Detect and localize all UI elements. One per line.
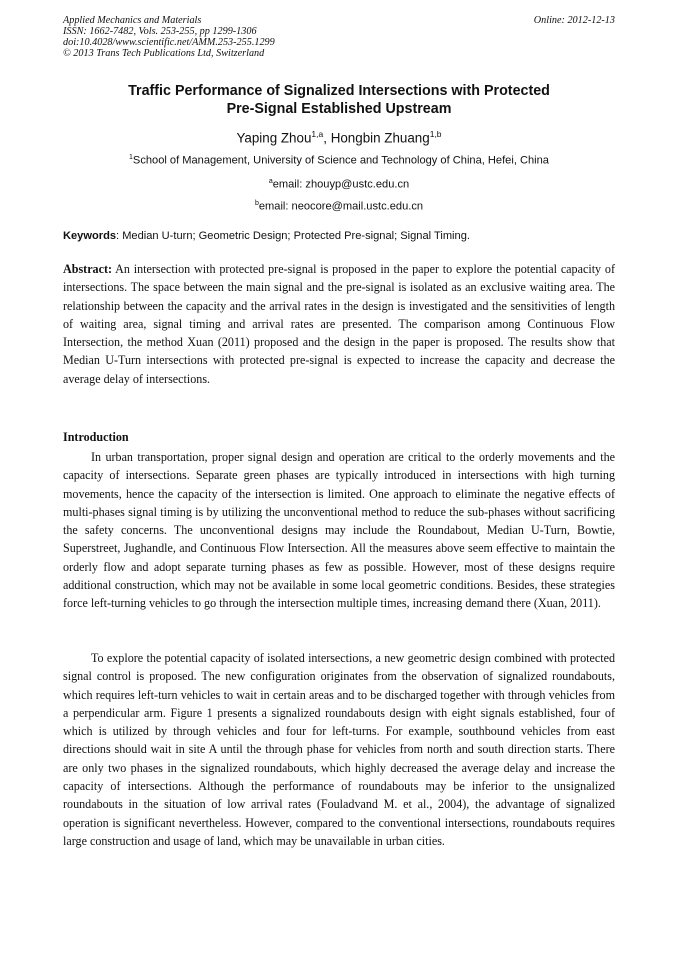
copyright-line: © 2013 Trans Tech Publications Ltd, Switzerland <box>63 48 265 59</box>
intro-paragraph-2: To explore the potential capacity of isolated intersections, a new geometric design combined with protected signal control is proposed. The new configuration originates from the observation of signalized roundabouts, which requires left-turn vehicles to wait in certain areas and to be discharged together with through vehicles from a perpendicular arm. Figure 1 presents a signalized roundabouts design with eight signals established, four of which is utilized by through vehicles and four for left-turns. For example, southbound vehicles from east directions should wait in site A until the through phase for vehicles from north and south direction starts. There are only two phases in the signalized roundabouts, which highly decreased the average delay and increase the capacity of intersections. Although the performance of roundabouts may be inferior to the unsignalized roundabouts in the situation of low arrival rates (Fouladvand M. et al., 2004), the advantage of signalized operation is significant nevertheless. However, compared to the conventional intersections, roundabouts requires large construction and usage of land, which may be unavailable in urban cities. <box>63 651 615 848</box>
journal-header <box>63 15 615 59</box>
doi-line: doi:10.4028/www.scientific.net/AMM.253-255.1299 <box>63 37 275 48</box>
email-a-sup: a <box>268 178 273 185</box>
introduction-heading: Introduction <box>63 430 129 444</box>
author-1: Yaping Zhou <box>236 130 312 146</box>
email-a-text: email: zhouyp@ustc.edu.cn <box>272 178 410 191</box>
keywords <box>63 229 615 243</box>
author-1-sup: 1,a <box>311 129 324 139</box>
online-date: Online: 2012-12-13 <box>533 15 615 26</box>
keywords-text: : Median U-turn; Geometric Design; Protected Pre-signal; Signal Timing. <box>116 230 470 242</box>
author-2: Hongbin Zhuang <box>330 130 430 146</box>
title-line-2: Pre-Signal Established Upstream <box>226 101 452 117</box>
email-b <box>63 197 615 214</box>
journal-name: Applied Mechanics and Materials <box>63 15 202 26</box>
keywords-label: Keywords <box>63 230 117 242</box>
title-line-1: Traffic Performance of Signalized Intersections with Protected <box>128 83 550 99</box>
paper-title <box>63 82 615 118</box>
authors <box>63 125 615 147</box>
abstract <box>63 260 615 388</box>
issn-line: ISSN: 1662-7482, Vols. 253-255, pp 1299-1306 <box>63 26 257 37</box>
abstract-label: Abstract: <box>63 262 113 276</box>
email-b-sup: b <box>254 200 259 207</box>
email-a <box>63 175 615 192</box>
affiliation-text: School of Management, University of Science and Technology of China, Hefei, China <box>132 154 549 167</box>
affiliation-sup: 1 <box>129 154 133 161</box>
email-b-text: email: neocore@mail.ustc.edu.cn <box>258 200 424 213</box>
abstract-text: An intersection with protected pre-signal is proposed in the paper to explore the potential capacity of intersections. The space between the main signal and the pre-signal is isolated as an exclusive waiting area. The relationship between the capacity and the arrival rates in the design is investigated and the sensitivities of length of waiting area, signal timing and arrival rates are presented. The comparison among Continuous Flow Intersection, the method Xuan (2011) proposed and the design in the paper is proposed. The results show that Median U-Turn intersections with protected pre-signal is expected to increase the capacity and decrease the average delay of intersections. <box>63 262 615 386</box>
author-2-sup: 1,b <box>429 129 442 139</box>
affiliation <box>63 151 615 168</box>
author-separator: , <box>323 130 331 146</box>
intro-paragraph-1: In urban transportation, proper signal design and operation are critical to the orderly movements and the capacity of intersections. Separate green phases are typically introduced in intersections with high turning movements, hence the capacity of the intersection is limited. One approach to eliminate the negative effects of multi-phases signal timing is by utilizing the unconventional method to reduce the sub-phases without sacrificing the safety concerns. The unconventional designs may include the Roundabout, Median U-Turn, Bowtie, Superstreet, Jughandle, and Continuous Flow Intersection. All the measures above seem effective to maintain the orderly flow and adopt separate turning phases as few as possible. However, most of these designs require additional construction, which may not be available in some local geometric conditions. Besides, these strategies force left-turning vehicles to go through the intersection multiple times, increasing demand there (Xuan, 2011). <box>63 450 615 611</box>
